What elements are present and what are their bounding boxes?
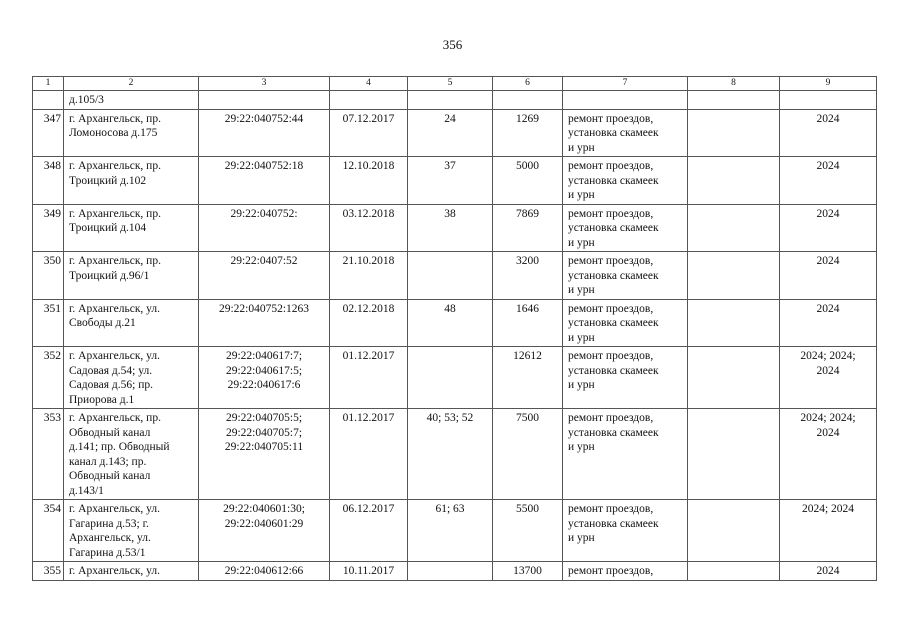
cell-date: 01.12.2017 [330, 409, 408, 500]
works-line: ремонт проездов, [568, 412, 654, 424]
cell-works [563, 299, 688, 347]
cell-num: 353 [33, 409, 64, 500]
works-line: ремонт проездов, [568, 350, 654, 362]
cell-address [64, 252, 199, 300]
cell-col6: 12612 [493, 347, 563, 409]
works-line: ремонт проездов, [568, 302, 654, 315]
address-line: Троицкий д.104 [69, 222, 147, 234]
cell-year [780, 299, 877, 347]
cell-works [563, 109, 688, 157]
cell-num: 350 [33, 252, 64, 300]
cell-col8 [688, 562, 780, 581]
works-line: и урн [568, 379, 595, 391]
address-line: Гагарина д.53/1 [69, 546, 146, 559]
cell-address [64, 500, 199, 562]
column-number: 9 [780, 77, 877, 91]
address-line: г. Архангельск, ул. [69, 565, 161, 577]
cell-col5 [408, 562, 493, 581]
year-line: 2024 [816, 255, 840, 267]
year-line: 2024 [816, 207, 840, 220]
cell-date: 07.12.2017 [330, 109, 408, 157]
column-number: 4 [330, 77, 408, 91]
cell-address [64, 109, 199, 157]
year-line: 2024 [816, 426, 840, 439]
works-line: и урн [568, 284, 595, 296]
address-line: г. Архангельск, ул. [69, 350, 161, 362]
cell-cadastral [199, 109, 330, 157]
works-line: ремонт проездов, [568, 160, 654, 172]
cell-address [64, 562, 199, 581]
column-number: 7 [563, 77, 688, 91]
cell-cadastral [199, 347, 330, 409]
cell-date [330, 91, 408, 110]
cell-num: 355 [33, 562, 64, 581]
address-line: Троицкий д.96/1 [69, 269, 150, 282]
cell-num [33, 91, 64, 110]
cadastral-line: 29:22:040752: [230, 207, 298, 220]
table-body [33, 77, 877, 581]
cell-year [780, 347, 877, 409]
year-line: 2024 [816, 364, 840, 377]
cell-year [780, 109, 877, 157]
cadastral-line: 29:22:040601:30; [223, 503, 305, 515]
cell-col6: 13700 [493, 562, 563, 581]
address-line: канал д.143; пр. [69, 455, 147, 468]
cell-works [563, 204, 688, 252]
cell-col5: 40; 53; 52 [408, 409, 493, 500]
cell-cadastral [199, 409, 330, 500]
year-line: 2024; 2024 [801, 503, 855, 515]
table-row [33, 409, 877, 500]
cell-col8 [688, 204, 780, 252]
cell-year [780, 562, 877, 581]
cell-num: 354 [33, 500, 64, 562]
cell-col8 [688, 500, 780, 562]
cell-num: 351 [33, 299, 64, 347]
works-line: и урн [568, 331, 595, 344]
address-line: г. Архангельск, пр. [69, 112, 161, 125]
cell-works [563, 347, 688, 409]
address-line: д.141; пр. Обводный [69, 441, 170, 453]
cell-year [780, 204, 877, 252]
cell-col6: 3200 [493, 252, 563, 300]
cell-year [780, 157, 877, 205]
table-row [33, 204, 877, 252]
cell-date: 03.12.2018 [330, 204, 408, 252]
cell-col5 [408, 91, 493, 110]
address-line: Приорова д.1 [69, 393, 135, 406]
cell-col6 [493, 91, 563, 110]
works-line: ремонт проездов, [568, 503, 654, 515]
cell-col5: 24 [408, 109, 493, 157]
cell-works [563, 409, 688, 500]
cadastral-line: 29:22:0407:52 [230, 255, 298, 267]
column-number: 2 [64, 77, 199, 91]
cell-year [780, 91, 877, 110]
year-line: 2024 [816, 160, 840, 172]
cell-col5: 37 [408, 157, 493, 205]
address-line: Свободы д.21 [69, 317, 136, 329]
table-row [33, 500, 877, 562]
cell-col6: 1646 [493, 299, 563, 347]
address-line: г. Архангельск, ул. [69, 302, 161, 315]
cadastral-line: 29:22:040752:1263 [218, 302, 310, 315]
cell-date: 01.12.2017 [330, 347, 408, 409]
cell-num: 348 [33, 157, 64, 205]
cell-works [563, 252, 688, 300]
cell-col5: 48 [408, 299, 493, 347]
cell-col8 [688, 252, 780, 300]
works-line: установка скамеек [568, 174, 659, 187]
works-line: установка скамеек [568, 317, 659, 329]
cell-works [563, 500, 688, 562]
works-line: ремонт проездов, [568, 112, 654, 125]
works-line: и урн [568, 141, 595, 154]
cell-cadastral [199, 562, 330, 581]
year-line: 2024 [816, 112, 840, 125]
cell-cadastral [199, 157, 330, 205]
column-number: 3 [199, 77, 330, 91]
cell-address [64, 409, 199, 500]
year-line: 2024; 2024; [800, 412, 856, 424]
works-line: установка скамеек [568, 426, 659, 439]
cell-date: 02.12.2018 [330, 299, 408, 347]
address-line: Гагарина д.53; г. [69, 517, 149, 530]
works-line: установка скамеек [568, 364, 659, 377]
address-line: Троицкий д.102 [69, 174, 147, 187]
works-line: и урн [568, 189, 595, 201]
works-line: и урн [568, 236, 595, 249]
address-line: г. Архангельск, пр. [69, 160, 161, 172]
continuation-row [33, 91, 877, 110]
cell-col5: 61; 63 [408, 500, 493, 562]
cadastral-line: 29:22:040617:7; [225, 350, 303, 362]
cadastral-line: 29:22:040617:5; [225, 364, 303, 377]
cell-address [64, 347, 199, 409]
cell-num: 352 [33, 347, 64, 409]
cell-num: 349 [33, 204, 64, 252]
cell-col8 [688, 299, 780, 347]
cell-date: 21.10.2018 [330, 252, 408, 300]
address-line: г. Архангельск, ул. [69, 503, 161, 515]
cell-works [563, 157, 688, 205]
cell-col6: 7500 [493, 409, 563, 500]
address-line: г. Архангельск, пр. [69, 207, 161, 220]
cell-cadastral [199, 500, 330, 562]
year-line: 2024 [816, 565, 840, 577]
table-row [33, 562, 877, 581]
cadastral-line: 29:22:040705:7; [225, 426, 303, 439]
column-number: 8 [688, 77, 780, 91]
address-line: Садовая д.56; пр. [69, 379, 153, 391]
cell-col8 [688, 409, 780, 500]
works-line: установка скамеек [568, 222, 659, 234]
cell-works [563, 562, 688, 581]
cell-date: 10.11.2017 [330, 562, 408, 581]
cell-address [64, 299, 199, 347]
table-row [33, 299, 877, 347]
address-line: Обводный канал [69, 426, 151, 439]
cell-year [780, 252, 877, 300]
column-number: 6 [493, 77, 563, 91]
cell-address [64, 91, 199, 110]
cadastral-line: 29:22:040752:18 [224, 160, 304, 172]
table-row [33, 157, 877, 205]
address-line: Архангельск, ул. [69, 532, 151, 544]
year-line: 2024 [816, 302, 840, 315]
table-row [33, 347, 877, 409]
cadastral-line: 29:22:040601:29 [224, 517, 304, 530]
year-line: 2024; 2024; [800, 350, 856, 362]
works-line: ремонт проездов, [568, 207, 654, 220]
table-row [33, 109, 877, 157]
works-line: ремонт проездов, [568, 255, 654, 267]
cadastral-line: 29:22:040612:66 [224, 565, 304, 577]
address-line: д.143/1 [69, 484, 104, 497]
address-line: д.105/3 [69, 94, 104, 106]
cell-col8 [688, 347, 780, 409]
cell-cadastral [199, 299, 330, 347]
cell-col8 [688, 109, 780, 157]
cell-col5 [408, 347, 493, 409]
cell-year [780, 500, 877, 562]
cell-address [64, 157, 199, 205]
cadastral-line: 29:22:040705:5; [225, 412, 303, 424]
cell-col6: 1269 [493, 109, 563, 157]
register-table [32, 76, 877, 581]
works-line: установка скамеек [568, 127, 659, 139]
page-number: 356 [442, 37, 463, 52]
address-line: Ломоносова д.175 [69, 127, 158, 139]
cell-col8 [688, 91, 780, 110]
cell-year [780, 409, 877, 500]
cell-col6: 7869 [493, 204, 563, 252]
cell-col5 [408, 252, 493, 300]
address-line: г. Архангельск, пр. [69, 255, 161, 267]
cell-date: 12.10.2018 [330, 157, 408, 205]
cadastral-line: 29:22:040617:6 [227, 379, 301, 391]
address-line: Садовая д.54; ул. [69, 364, 153, 377]
cadastral-line: 29:22:040752:44 [224, 112, 304, 125]
cell-cadastral [199, 252, 330, 300]
cell-col5: 38 [408, 204, 493, 252]
cadastral-line: 29:22:040705:11 [224, 441, 304, 453]
works-line: ремонт проездов, [568, 565, 654, 577]
cell-cadastral [199, 91, 330, 110]
works-line: и урн [568, 532, 595, 544]
cell-address [64, 204, 199, 252]
address-line: г. Архангельск, пр. [69, 412, 161, 424]
cell-num: 347 [33, 109, 64, 157]
cell-col6: 5500 [493, 500, 563, 562]
cell-cadastral [199, 204, 330, 252]
cell-works [563, 91, 688, 110]
column-number: 5 [408, 77, 493, 91]
column-number: 1 [33, 77, 64, 91]
column-number-row [33, 77, 877, 91]
address-line: Обводный канал [69, 470, 151, 482]
works-line: и урн [568, 441, 595, 453]
works-line: установка скамеек [568, 269, 659, 282]
works-line: установка скамеек [568, 517, 659, 530]
cell-date: 06.12.2017 [330, 500, 408, 562]
cell-col8 [688, 157, 780, 205]
cell-col6: 5000 [493, 157, 563, 205]
table-row [33, 252, 877, 300]
